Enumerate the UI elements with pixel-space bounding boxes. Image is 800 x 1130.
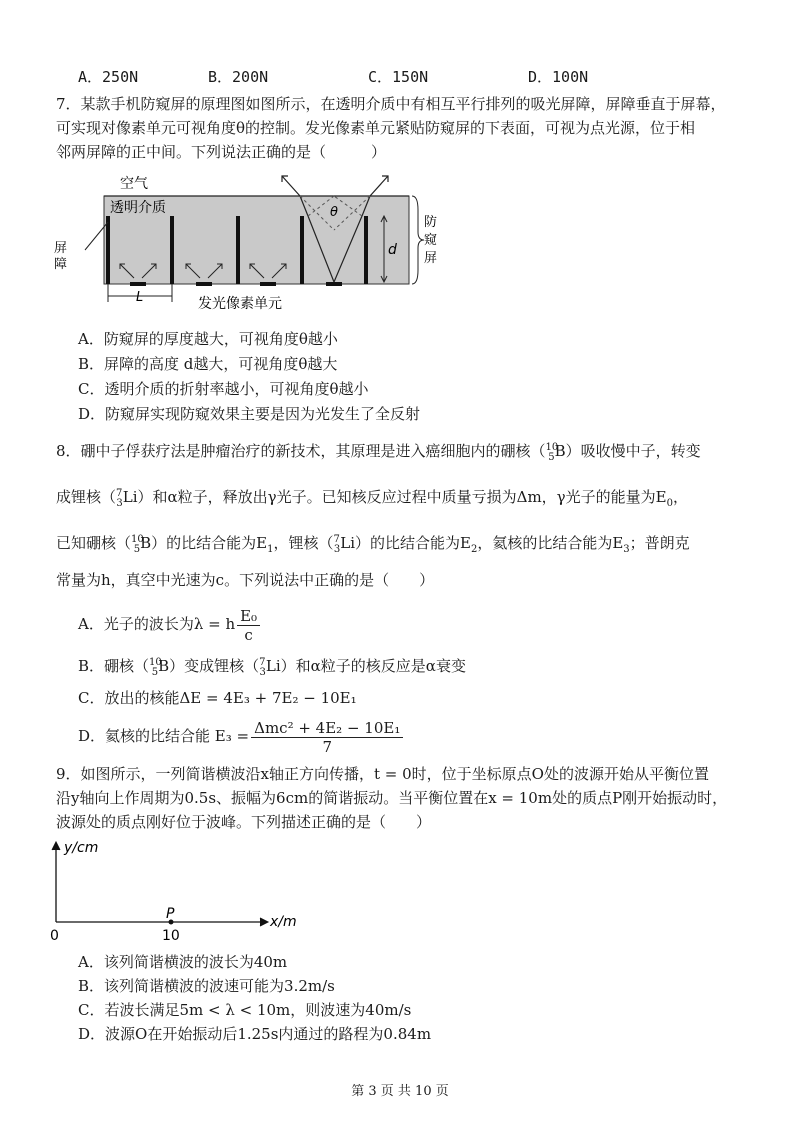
q8-option-b <box>78 653 466 683</box>
q8-text: Li）的比结合能为E <box>340 534 471 552</box>
q8-text: ， <box>672 488 688 506</box>
screen-label-3: 屏 <box>424 251 438 266</box>
y-axis-label: y/cm <box>64 840 99 856</box>
isotope-charge: 3 <box>259 667 266 678</box>
q9-option-b: B．该列简谐横波的波速可能为3.2m/s <box>78 977 335 995</box>
q7-stem-line1: 7．某款手机防窥屏的原理图如图所示，在透明介质中有相互平行排列的吸光屏障，屏障垂直于屏幕， <box>56 95 726 113</box>
q8-stem-line4: 常量为h，真空中光速为c。下列说法中正确的是（ ） <box>56 571 435 589</box>
fraction-denominator: 7 <box>322 737 332 756</box>
q8-text: ，锂核（ <box>273 534 334 552</box>
q7-option-d: D．防窥屏实现防窥效果主要是因为光发生了全反射 <box>78 405 421 423</box>
barrier <box>106 216 110 284</box>
q8-stem-line1 <box>56 438 701 468</box>
x-axis-label: x/m <box>270 914 297 930</box>
isotope-charge: 5 <box>548 452 555 463</box>
isotope-charge: 5 <box>151 667 159 678</box>
q9-stem-line3: 波源处的质点刚好位于波峰。下列描述正确的是（ ） <box>56 813 432 831</box>
q8-text: 8．硼中子俘获疗法是肿瘤治疗的新技术，其原理是进入癌细胞内的硼核（ <box>56 442 546 460</box>
isotope-mass: 7 <box>259 657 266 668</box>
fraction-denominator: c <box>244 625 253 644</box>
isotope-charge: 3 <box>333 544 341 555</box>
point-p-label: P <box>166 906 175 922</box>
q7-option-c: C．透明介质的折射率越小，可视角度θ越小 <box>78 380 369 398</box>
pixel-unit <box>326 282 342 286</box>
point-p-x-label: 10 <box>162 928 180 944</box>
barrier <box>170 216 174 284</box>
q9-axes-figure <box>44 838 324 948</box>
q6-option-b: B．200N <box>208 68 269 86</box>
q8-text: B）吸收慢中子，转变 <box>554 442 701 460</box>
L-label: L <box>136 290 144 305</box>
q8-option-a <box>78 604 262 644</box>
isotope-charge: 3 <box>116 498 123 509</box>
pixel-unit <box>260 282 276 286</box>
isotope-mass: 10 <box>149 657 162 668</box>
screen-label: 防 <box>424 215 438 230</box>
barrier-label: 屏 <box>54 241 68 256</box>
q9-stem-line2: 沿y轴向上作周期为0.5s、振幅为6cm的简谐振动。当平衡位置在x = 10m处的质点P刚开始振动时， <box>56 789 728 807</box>
origin-label: 0 <box>50 928 59 944</box>
q8-option-d <box>78 716 405 756</box>
q7-figure <box>50 170 450 320</box>
q8-option-d-text: D．氦核的比结合能 E₃ = <box>78 727 250 745</box>
q7-option-a: A．防窥屏的厚度越大，可视角度θ越小 <box>78 330 338 348</box>
pixel-unit <box>196 282 212 286</box>
q7-option-b: B．屏障的高度 d越大，可视角度θ越大 <box>78 355 338 373</box>
q8-option-a-text: A．光子的波长为λ = h <box>78 615 236 633</box>
q8-option-c: C．放出的核能ΔE = 4E₃ + 7E₂ − 10E₁ <box>78 689 357 707</box>
q8-text: ，氦核的比结合能为E <box>477 534 624 552</box>
q9-option-a: A．该列简谐横波的波长为40m <box>78 953 288 971</box>
barrier <box>236 216 240 284</box>
page-footer: 第 3 页 共 10 页 <box>351 1084 449 1099</box>
pixel-unit <box>130 282 146 286</box>
q8-text: 已知硼核（ <box>56 534 132 552</box>
q8-stem-line2: 成锂核（$^7_3$Li）和α粒子，释放出γ光子。已知核反应过程中质量亏损为Δm，γ光子的能量为$E_0$， <box>56 488 688 509</box>
q8-text: Li）和α粒子，释放出γ光子。已知核反应过程中质量亏损为Δm，γ光子的能量为E <box>122 488 667 506</box>
isotope-mass: 10 <box>545 442 559 453</box>
pixel-label: 发光像素单元 <box>198 296 282 312</box>
air-label: 空气 <box>120 176 148 192</box>
q8-option-b-text: B．硼核（ <box>78 657 150 675</box>
isotope-mass: 7 <box>333 534 340 545</box>
isotope-charge: 5 <box>133 544 141 555</box>
isotope-mass: 10 <box>131 534 144 545</box>
d-label: d <box>388 242 397 258</box>
isotope-mass: 7 <box>116 488 123 499</box>
medium-label: 透明介质 <box>110 200 166 216</box>
q6-option-c: C．150N <box>368 68 429 86</box>
q7-stem-line2: 可实现对像素单元可视角度θ的控制。发光像素单元紧贴防窥屏的下表面，可视为点光源，位于相 <box>56 119 696 137</box>
theta-label: θ <box>330 205 338 220</box>
q6-option-a: A．250N <box>78 68 139 86</box>
q8-stem-line3: 已知硼核（$^{10}_5$B）的比结合能为$E_1$，锂核（$^7_3$Li）的比结合能为$E_2$，氦核的比结合能为$E_3$；普朗克 <box>56 534 690 555</box>
barrier <box>300 216 304 284</box>
q8-text: ；普朗克 <box>629 534 690 552</box>
q6-option-d: D．100N <box>528 68 589 86</box>
fraction-numerator: E₀ <box>237 607 260 626</box>
barrier <box>364 216 368 284</box>
q8-text: B）的比结合能为E <box>140 534 268 552</box>
q8-text: 成锂核（ <box>56 488 117 506</box>
fraction <box>237 607 260 644</box>
q8-option-b-text: Li）和α粒子的核反应是α衰变 <box>265 657 466 675</box>
q9-option-c: C．若波长满足5m < λ < 10m，则波速为40m/s <box>78 1001 412 1019</box>
screen-label-2: 窥 <box>424 233 438 248</box>
q9-option-d: D．波源O在开始振动后1.25s内通过的路程为0.84m <box>78 1025 432 1043</box>
barrier-label-2: 障 <box>54 257 68 272</box>
q8-option-b-text: B）变成锂核（ <box>158 657 260 675</box>
fraction <box>251 719 403 756</box>
q9-stem-line1: 9．如图所示，一列简谐横波沿x轴正方向传播，t = 0时，位于坐标原点O处的波源开始从平衡位置 <box>56 765 709 783</box>
q7-stem-line3: 邻两屏障的正中间。下列说法正确的是（ ） <box>56 143 387 161</box>
fraction-numerator: Δmc² + 4E₂ − 10E₁ <box>251 719 403 738</box>
